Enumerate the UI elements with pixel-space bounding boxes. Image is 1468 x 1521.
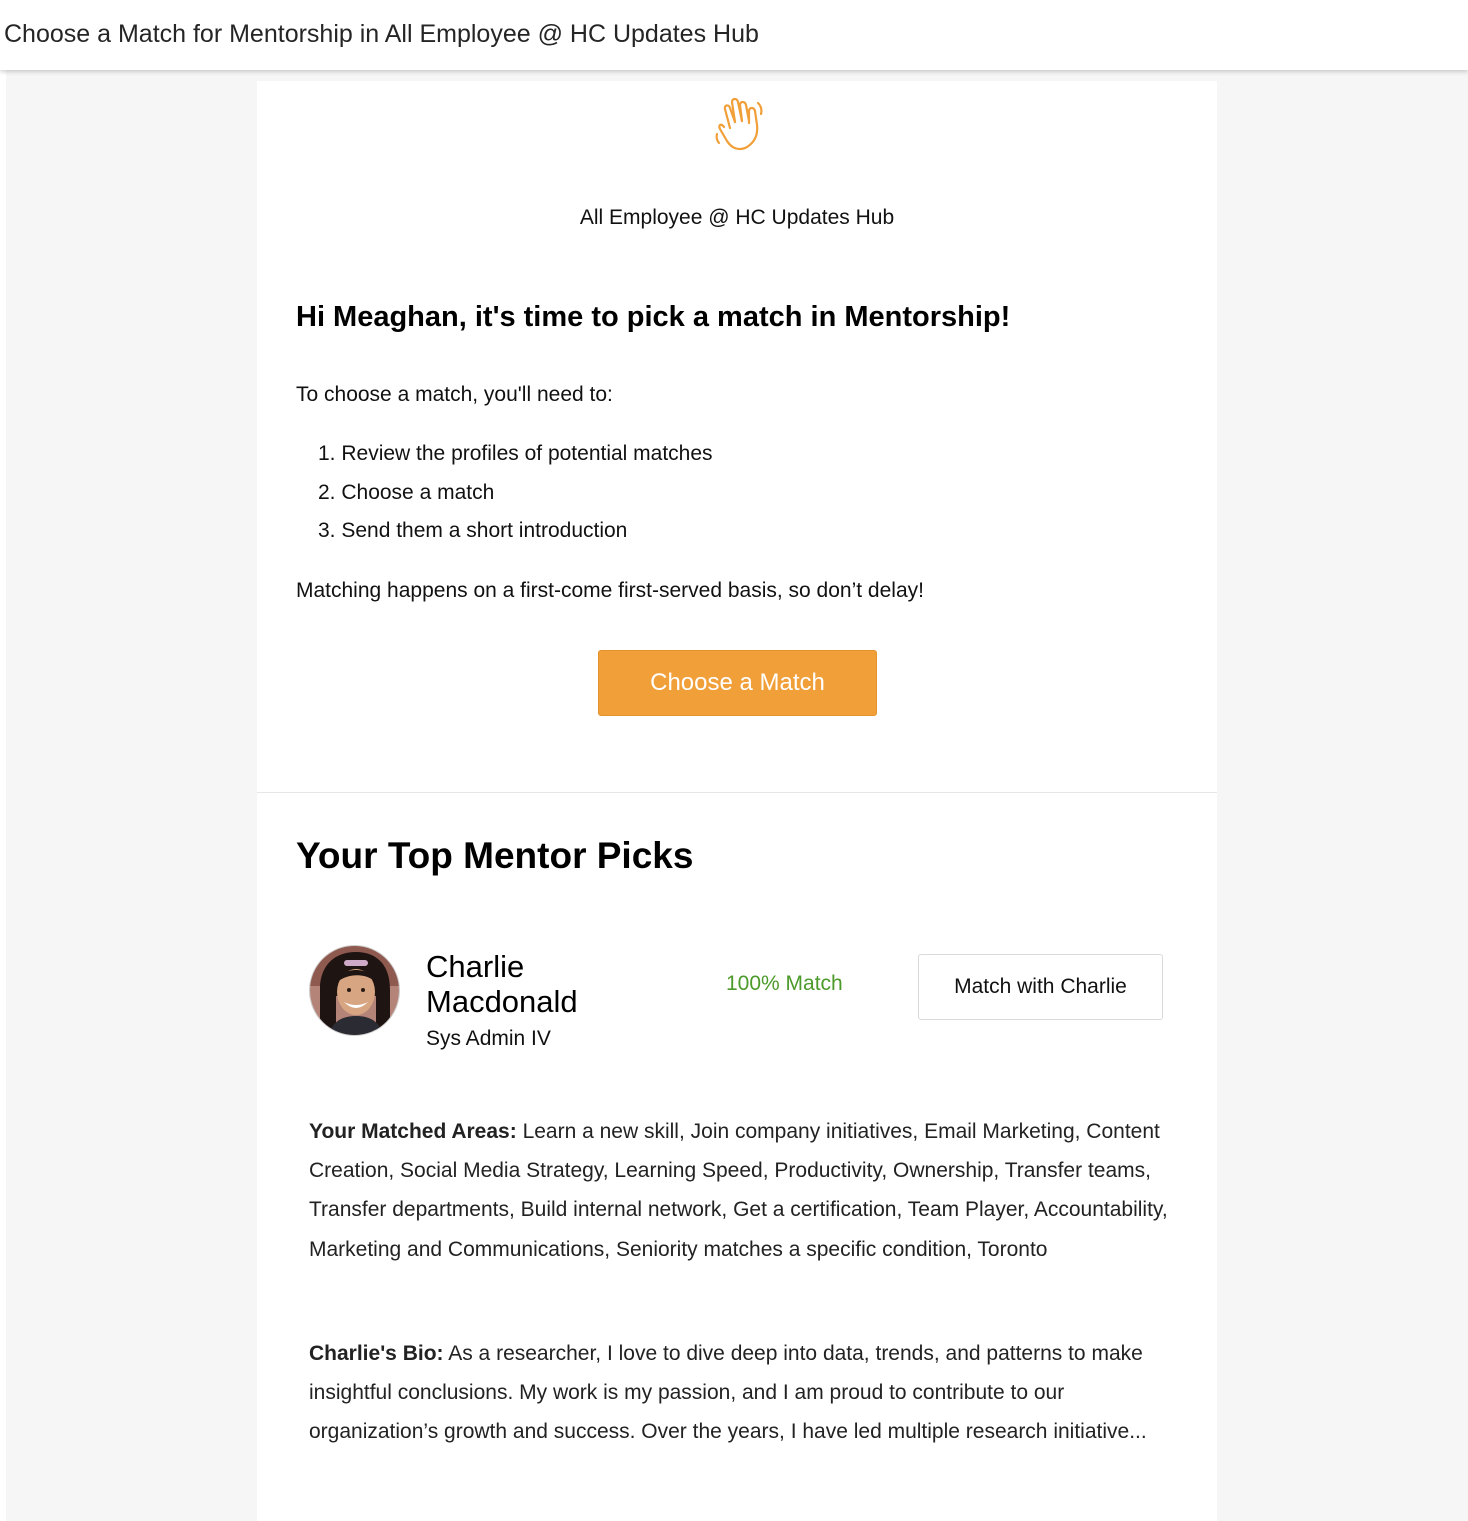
match-percentage: 100% Match [726, 972, 843, 995]
matched-areas [309, 1112, 1169, 1269]
hub-name: All Employee @ HC Updates Hub [579, 206, 895, 229]
mentor-name: Charlie Macdonald [426, 949, 578, 1019]
step-item: 2. Choose a match [318, 480, 495, 504]
intro-text: To choose a match, you'll need to: [296, 383, 613, 406]
avatar-portrait-icon [310, 946, 400, 1036]
step-item: 1. Review the profiles of potential matches [318, 442, 713, 465]
window-titlebar [0, 0, 1468, 70]
avatar [309, 945, 400, 1036]
section-divider [257, 792, 1217, 793]
match-with-mentor-button[interactable]: Match with Charlie [918, 954, 1163, 1020]
waving-hand-icon [714, 97, 764, 153]
window-title: Choose a Match for Mentorship in All Employee @ HC Updates Hub [4, 20, 759, 48]
mentor-bio-label: Charlie's Bio: [309, 1342, 444, 1365]
mentor-role: Sys Admin IV [426, 1027, 551, 1050]
mentor-bio [309, 1334, 1169, 1452]
matched-areas-text: Learn a new skill, Join company initiatives, Email Marketing, Content Creation, Social Media Strategy, Learning Speed, Productivity, Ownership, Transfer teams, Transfer departments, Build internal network, Get a certification, Team Player, Accountability, Marketing and Communications, Seniority matches a specific condition, Toronto [309, 1120, 1168, 1261]
steps-list [318, 441, 713, 557]
choose-match-button[interactable]: Choose a Match [598, 650, 877, 716]
greeting-heading: Hi Meaghan, it's time to pick a match in Mentorship! [296, 301, 1011, 333]
closing-text: Matching happens on a first-come first-served basis, so don’t delay! [296, 579, 924, 602]
email-card [257, 81, 1217, 1521]
matched-areas-label: Your Matched Areas: [309, 1120, 517, 1143]
top-mentor-picks-heading: Your Top Mentor Picks [296, 835, 694, 876]
left-edge-strip [0, 70, 6, 1521]
step-item: 3. Send them a short introduction [318, 519, 628, 542]
mentor-bio-text: As a researcher, I love to dive deep into data, trends, and patterns to make insightful conclusions. My work is my passion, and I am proud to contribute to our organization’s growth and success. Over the years, I have led multiple research initiative... [309, 1342, 1147, 1444]
